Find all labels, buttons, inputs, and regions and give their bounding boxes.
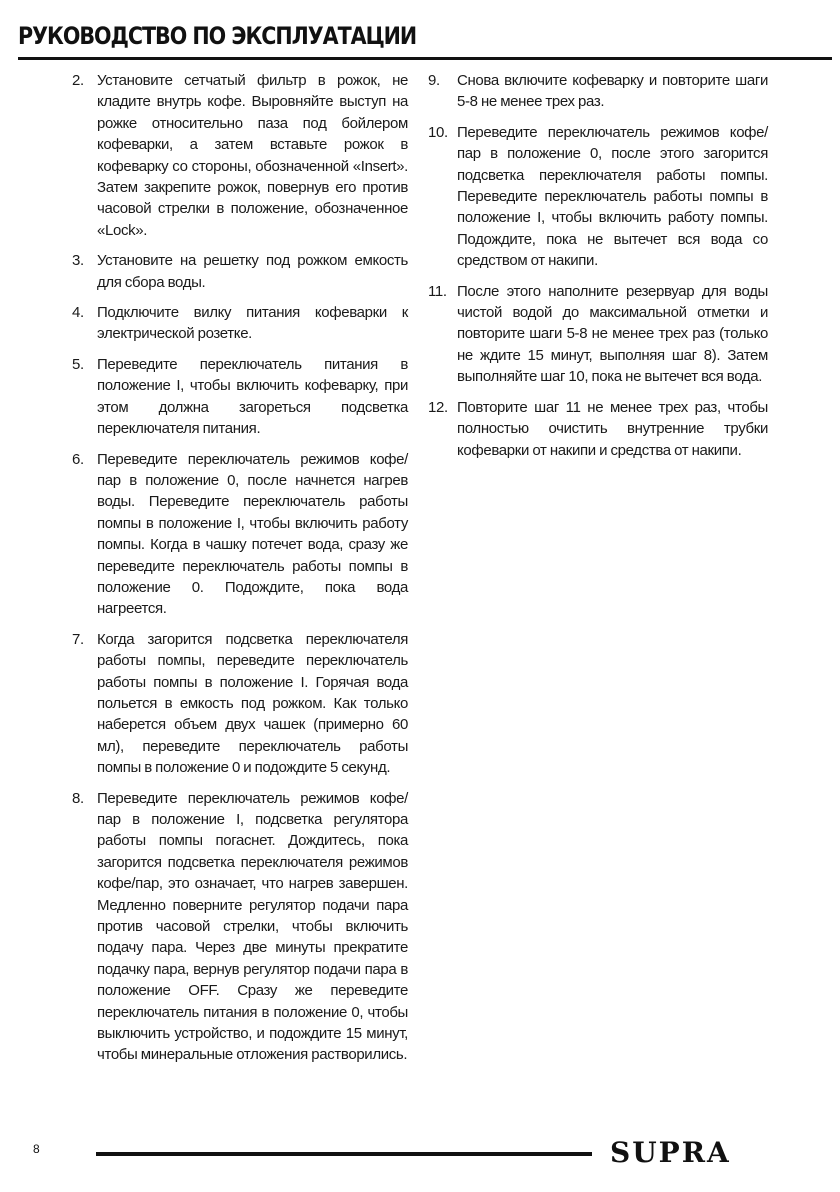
step-number: 3. bbox=[72, 252, 84, 270]
step-number: 4. bbox=[72, 304, 84, 322]
step-number: 8. bbox=[72, 789, 84, 807]
brand-logo: SUPRA bbox=[610, 1136, 731, 1169]
right-column bbox=[420, 70, 768, 470]
step-text: Установите сетчатый фильтр в рожок, не кладите внутрь кофе. Выровняйте выступ на рожке относительно паза под бойлером кофеварки, а затем вставьте рожок в кофеварку со стороны, обозначенной «Insert». Затем закрепите рожок, повернув его против часовой стрелки в положение, обозначенное «Lock». bbox=[97, 72, 408, 239]
step-text: Установите на решетку под рожком емкость для сбора воды. bbox=[97, 252, 408, 291]
step-number: 6. bbox=[72, 450, 84, 468]
list-item bbox=[420, 122, 768, 272]
list-item bbox=[62, 70, 408, 241]
left-column bbox=[62, 70, 408, 1075]
page-number: 8 bbox=[33, 1142, 40, 1156]
instruction-list-right bbox=[420, 70, 768, 461]
step-text: Переведите переключатель режимов кофе/пар в положение I, подсветка регулятора работы помпы погаснет. Дождитесь, пока загорится подсветка переключателя режимов кофе/пар, это означает, что нагрев завершен. Медленно поверните регулятор подачи пара против часовой стрелки, чтобы включить подачу пара. Через две минуты прекратите подачку пара, вернув регулятор подачи пара в положение OFF. Сразу же переведите переключатель питания в положение 0, чтобы выключить устройство, и подождите 15 минут, чтобы минеральные отложения растворились. bbox=[97, 789, 408, 1064]
list-item bbox=[420, 397, 768, 461]
step-number: 11. bbox=[428, 282, 447, 300]
step-text: После этого наполните резервуар для воды чистой водой до максимальной отметки и повторите шаги 5-8 не менее трех раз (только не ждите 15 минут, выполняя шаг 8). Затем выполняйте шаг 10, пока не вытечет вся вода. bbox=[457, 282, 768, 386]
step-number: 10. bbox=[428, 123, 448, 141]
list-item bbox=[62, 788, 408, 1066]
list-item bbox=[420, 70, 768, 113]
header-divider bbox=[18, 57, 832, 60]
footer-divider bbox=[96, 1152, 592, 1156]
step-number: 7. bbox=[72, 630, 84, 648]
step-text: Повторите шаг 11 не менее трех раз, чтобы полностью очистить внутренние трубки кофеварки от накипи и средства от накипи. bbox=[457, 398, 768, 459]
step-number: 12. bbox=[428, 398, 448, 416]
step-text: Подключите вилку питания кофеварки к электрической розетке. bbox=[97, 304, 408, 343]
step-text: Переведите переключатель режимов кофе/пар в положение 0, после начнется нагрев воды. Переведите переключатель работы помпы в положение I, чтобы включить работу помпы. Когда в чашку потечет вода, сразу же переведите переключатель работы помпы в положение 0. Подождите, пока вода нагреется. bbox=[97, 450, 408, 618]
step-text: Снова включите кофеварку и повторите шаги 5-8 не менее трех раз. bbox=[457, 72, 768, 111]
list-item bbox=[420, 281, 768, 388]
list-item bbox=[62, 302, 408, 345]
page-title: РУКОВОДСТВО ПО ЭКСПЛУАТАЦИИ bbox=[18, 22, 417, 50]
step-number: 5. bbox=[72, 355, 84, 373]
step-text: Переведите переключатель питания в положение I, чтобы включить кофеварку, при этом должна загореться подсветка переключателя питания. bbox=[97, 355, 408, 438]
step-number: 9. bbox=[428, 72, 440, 89]
list-item bbox=[62, 354, 408, 440]
step-number: 2. bbox=[72, 72, 84, 89]
list-item bbox=[62, 449, 408, 620]
step-text: Переведите переключатель режимов кофе/пар в положение 0, после этого загорится подсветка переключателя работы помпы. Переведите переключатель работы помпы в положение I, чтобы включить работу помпы. Подождите, пока не вытечет вся вода со средством от накипи. bbox=[457, 123, 768, 270]
list-item bbox=[62, 250, 408, 293]
step-text: Когда загорится подсветка переключателя работы помпы, переведите переключатель работы помпы в положение I. Горячая вода польется в емкость под рожком. Как только наберется объем двух чашек (примерно 60 мл), переведите переключатель работы помпы в положение 0 и подождите 5 секунд. bbox=[97, 630, 408, 777]
instruction-list-left bbox=[62, 70, 408, 1066]
list-item bbox=[62, 629, 408, 779]
